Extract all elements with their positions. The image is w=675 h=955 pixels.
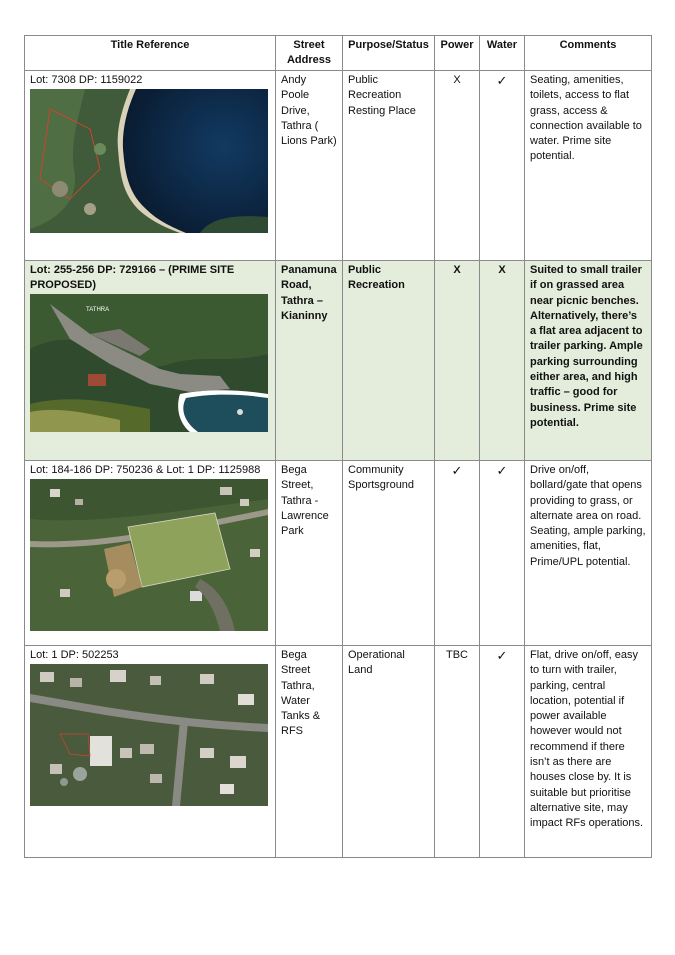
- purpose-status: Community Sportsground: [343, 461, 435, 646]
- header-water: Water: [480, 36, 525, 71]
- title-reference: Lot: 255-256 DP: 729166 – (PRIME SITE PROPOSED): [30, 264, 235, 291]
- comments: Suited to small trailer if on grassed area near picnic benches. Alternatively, there’s a flat area adjacent to trailer parking. Ample parking surrounding either area, and high traffic – good for business. Prime site potential.: [525, 261, 652, 461]
- header-purpose-status: Purpose/Status: [343, 36, 435, 71]
- header-title-reference: Title Reference: [25, 36, 276, 71]
- power-status: X: [435, 261, 480, 461]
- header-power: Power: [435, 36, 480, 71]
- header-row: [25, 36, 652, 71]
- comments: Seating, amenities, toilets, access to flat grass, access & connection available to water. Prime site potential.: [525, 71, 652, 261]
- power-status: ✓: [435, 461, 480, 646]
- title-reference-cell: [25, 461, 276, 646]
- water-status: X: [480, 261, 525, 461]
- table-row: [25, 71, 652, 261]
- aerial-boat-ramp-photo: [30, 294, 268, 432]
- title-reference: Lot: 7308 DP: 1159022: [30, 74, 143, 86]
- power-status: X: [435, 71, 480, 261]
- street-address: Bega Street Tathra, Water Tanks & RFS: [276, 646, 343, 858]
- street-address: Bega Street, Tathra - Lawrence Park: [276, 461, 343, 646]
- purpose-status: Operational Land: [343, 646, 435, 858]
- header-street-address: Street Address: [276, 36, 343, 71]
- aerial-streets-photo: [30, 664, 268, 806]
- header-comments: Comments: [525, 36, 652, 71]
- table-row: [25, 646, 652, 858]
- comments: Drive on/off, bollard/gate that opens providing to grass, or alternate area on road. Seating, ample parking, amenities, flat, Prime/UPL potential.: [525, 461, 652, 646]
- table-row: [25, 461, 652, 646]
- water-status: ✓: [480, 71, 525, 261]
- purpose-status: Public Recreation: [343, 261, 435, 461]
- water-status: ✓: [480, 461, 525, 646]
- aerial-coastline-photo: [30, 89, 268, 233]
- title-reference-cell: [25, 71, 276, 261]
- sites-table: [24, 35, 652, 858]
- street-address: Panamuna Road, Tathra – Kianinny: [276, 261, 343, 461]
- title-reference: Lot: 184-186 DP: 750236 & Lot: 1 DP: 1125988: [30, 464, 261, 476]
- table-row-highlighted: [25, 261, 652, 461]
- power-status: TBC: [435, 646, 480, 858]
- street-address: Andy Poole Drive, Tathra ( Lions Park): [276, 71, 343, 261]
- aerial-sportsground-photo: [30, 479, 268, 631]
- water-status: ✓: [480, 646, 525, 858]
- title-reference: Lot: 1 DP: 502253: [30, 649, 119, 661]
- title-reference-cell: [25, 646, 276, 858]
- purpose-status: Public Recreation Resting Place: [343, 71, 435, 261]
- comments: Flat, drive on/off, easy to turn with trailer, parking, central location, potential if power available however would not recommend if there isn’t as there are houses close by. It is suitable but prioritise alternative site, may impact RFs operations.: [525, 646, 652, 858]
- title-reference-cell: [25, 261, 276, 461]
